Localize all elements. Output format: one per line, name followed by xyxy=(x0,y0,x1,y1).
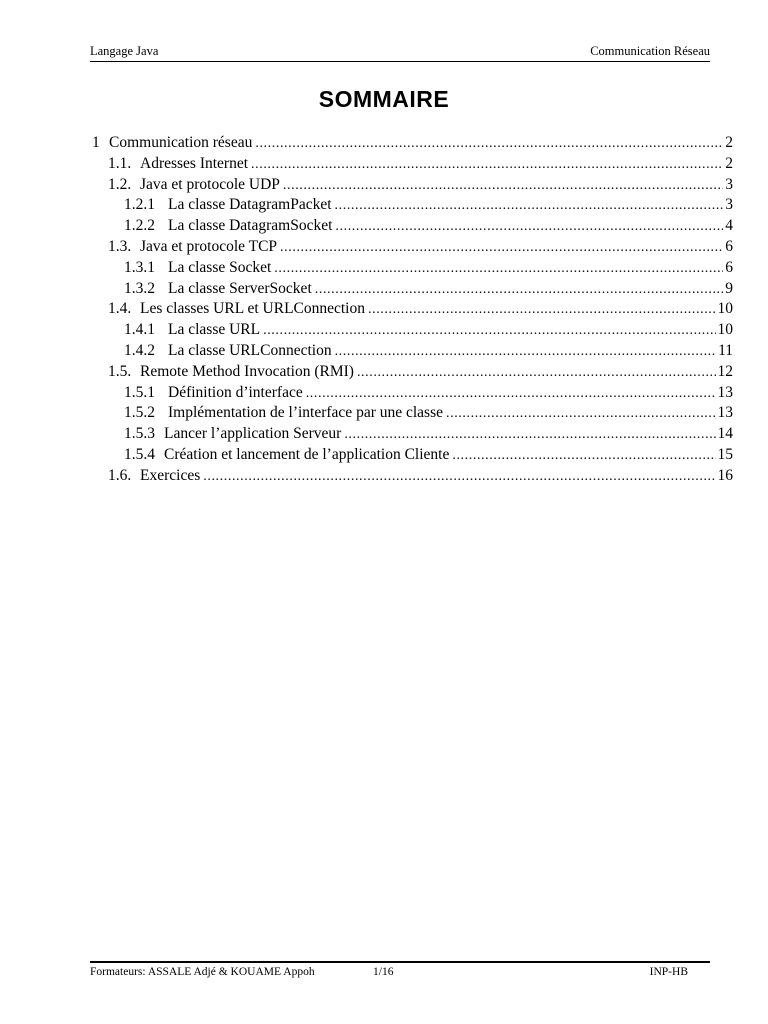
toc-dot-leader xyxy=(315,280,724,300)
toc-entry-page: 15 xyxy=(717,445,733,463)
toc-entry[interactable] xyxy=(92,195,733,216)
footer-divider xyxy=(90,961,710,963)
toc-entry[interactable] xyxy=(92,445,733,466)
toc-entry-label: La classe Socket xyxy=(168,258,272,276)
toc-dot-leader xyxy=(203,467,715,487)
footer-page-number: 1/16 xyxy=(373,966,394,978)
toc-entry-number: 1.4.2 xyxy=(124,341,155,359)
toc-entry-number: 1.5.1 xyxy=(124,383,155,401)
toc-entry-page: 14 xyxy=(717,425,733,443)
toc-entry[interactable] xyxy=(92,299,733,320)
footer-organization: INP-HB xyxy=(649,966,688,978)
toc-dot-leader xyxy=(274,259,723,279)
toc-entry-label: Création et lancement de l’application Cliente xyxy=(164,445,450,463)
toc-entry-label: La classe DatagramSocket xyxy=(168,217,333,235)
toc-entry[interactable] xyxy=(92,133,733,154)
toc-entry-page: 11 xyxy=(718,341,733,359)
toc-entry-number: 1.3.1 xyxy=(124,258,155,276)
toc-entry-number: 1.5.3 xyxy=(124,425,155,443)
header-chapter-title: Communication Réseau xyxy=(590,44,710,58)
toc-entry-page: 10 xyxy=(717,321,733,339)
toc-entry-number: 1.6. xyxy=(108,466,132,484)
toc-entry-label: Exercices xyxy=(140,466,201,484)
table-of-contents xyxy=(92,133,733,487)
toc-entry-label: Remote Method Invocation (RMI) xyxy=(140,362,354,380)
toc-entry[interactable] xyxy=(92,175,733,196)
toc-entry[interactable] xyxy=(92,279,733,300)
page-header xyxy=(90,44,710,60)
toc-entry[interactable] xyxy=(92,466,733,487)
toc-dot-leader xyxy=(255,134,723,154)
toc-entry-number: 1.4. xyxy=(108,300,132,318)
toc-dot-leader xyxy=(251,155,723,175)
toc-dot-leader xyxy=(263,321,715,341)
toc-dot-leader xyxy=(283,176,723,196)
toc-entry[interactable] xyxy=(92,237,733,258)
toc-entry-number: 1.5. xyxy=(108,362,132,380)
toc-entry[interactable] xyxy=(92,383,733,404)
toc-entry-label: Lancer l’application Serveur xyxy=(164,425,342,443)
toc-entry-number: 1.2. xyxy=(108,175,132,193)
toc-dot-leader xyxy=(306,384,716,404)
toc-entry-page: 3 xyxy=(725,196,733,214)
toc-entry-page: 13 xyxy=(717,383,733,401)
toc-entry-label: Adresses Internet xyxy=(140,154,249,172)
page-footer xyxy=(90,966,710,980)
toc-entry-page: 4 xyxy=(725,217,733,235)
toc-dot-leader xyxy=(335,342,716,362)
toc-entry-label: La classe ServerSocket xyxy=(168,279,312,297)
toc-entry-label: Java et protocole UDP xyxy=(140,175,280,193)
toc-entry[interactable] xyxy=(92,341,733,362)
toc-entry[interactable] xyxy=(92,403,733,424)
page-title: SOMMAIRE xyxy=(318,86,450,112)
toc-dot-leader xyxy=(452,446,715,466)
toc-entry[interactable] xyxy=(92,154,733,175)
toc-entry-page: 16 xyxy=(717,466,733,484)
toc-entry-page: 3 xyxy=(725,175,733,193)
toc-entry[interactable] xyxy=(92,424,733,445)
toc-dot-leader xyxy=(344,425,715,445)
toc-entry-label: Communication réseau xyxy=(109,134,253,151)
footer-authors: Formateurs: ASSALE Adjé & KOUAME Appoh xyxy=(90,966,315,978)
toc-entry-number: 1.3. xyxy=(108,237,132,255)
toc-entry-number: 1.2.1 xyxy=(124,196,155,214)
toc-dot-leader xyxy=(280,238,723,258)
toc-dot-leader xyxy=(446,404,716,424)
toc-entry-number: 1.3.2 xyxy=(124,279,155,297)
toc-entry-number: 1.4.1 xyxy=(124,321,155,339)
toc-entry-page: 13 xyxy=(717,404,733,422)
toc-entry-label: Définition d’interface xyxy=(168,383,303,401)
toc-entry-number: 1.2.2 xyxy=(124,217,155,235)
toc-entry-label: Java et protocole TCP xyxy=(140,237,278,255)
toc-entry-label: Les classes URL et URLConnection xyxy=(140,300,365,318)
toc-dot-leader xyxy=(335,217,723,237)
toc-entry-page: 2 xyxy=(725,154,733,172)
toc-dot-leader xyxy=(368,300,716,320)
toc-entry-number: 1.5.4 xyxy=(124,445,155,463)
toc-dot-leader xyxy=(357,363,716,383)
toc-entry[interactable] xyxy=(92,320,733,341)
toc-entry[interactable] xyxy=(92,362,733,383)
toc-entry-page: 9 xyxy=(725,279,733,297)
toc-entry-page: 12 xyxy=(717,362,733,380)
toc-entry[interactable] xyxy=(92,216,733,237)
toc-entry-number: 1.5.2 xyxy=(124,404,155,422)
toc-entry-label: La classe URLConnection xyxy=(168,341,332,359)
toc-entry-number: 1 xyxy=(92,134,100,151)
toc-entry-label: La classe DatagramPacket xyxy=(168,196,332,214)
header-course-title: Langage Java xyxy=(90,44,159,58)
toc-entry-label: La classe URL xyxy=(168,321,261,339)
toc-entry[interactable] xyxy=(92,258,733,279)
toc-entry-page: 6 xyxy=(725,258,733,276)
toc-entry-page: 10 xyxy=(717,300,733,318)
toc-entry-number: 1.1. xyxy=(108,154,132,172)
toc-dot-leader xyxy=(335,196,724,216)
toc-entry-page: 6 xyxy=(725,237,733,255)
header-divider xyxy=(90,61,710,62)
toc-entry-page: 2 xyxy=(725,134,733,151)
toc-entry-label: Implémentation de l’interface par une classe xyxy=(168,404,443,422)
